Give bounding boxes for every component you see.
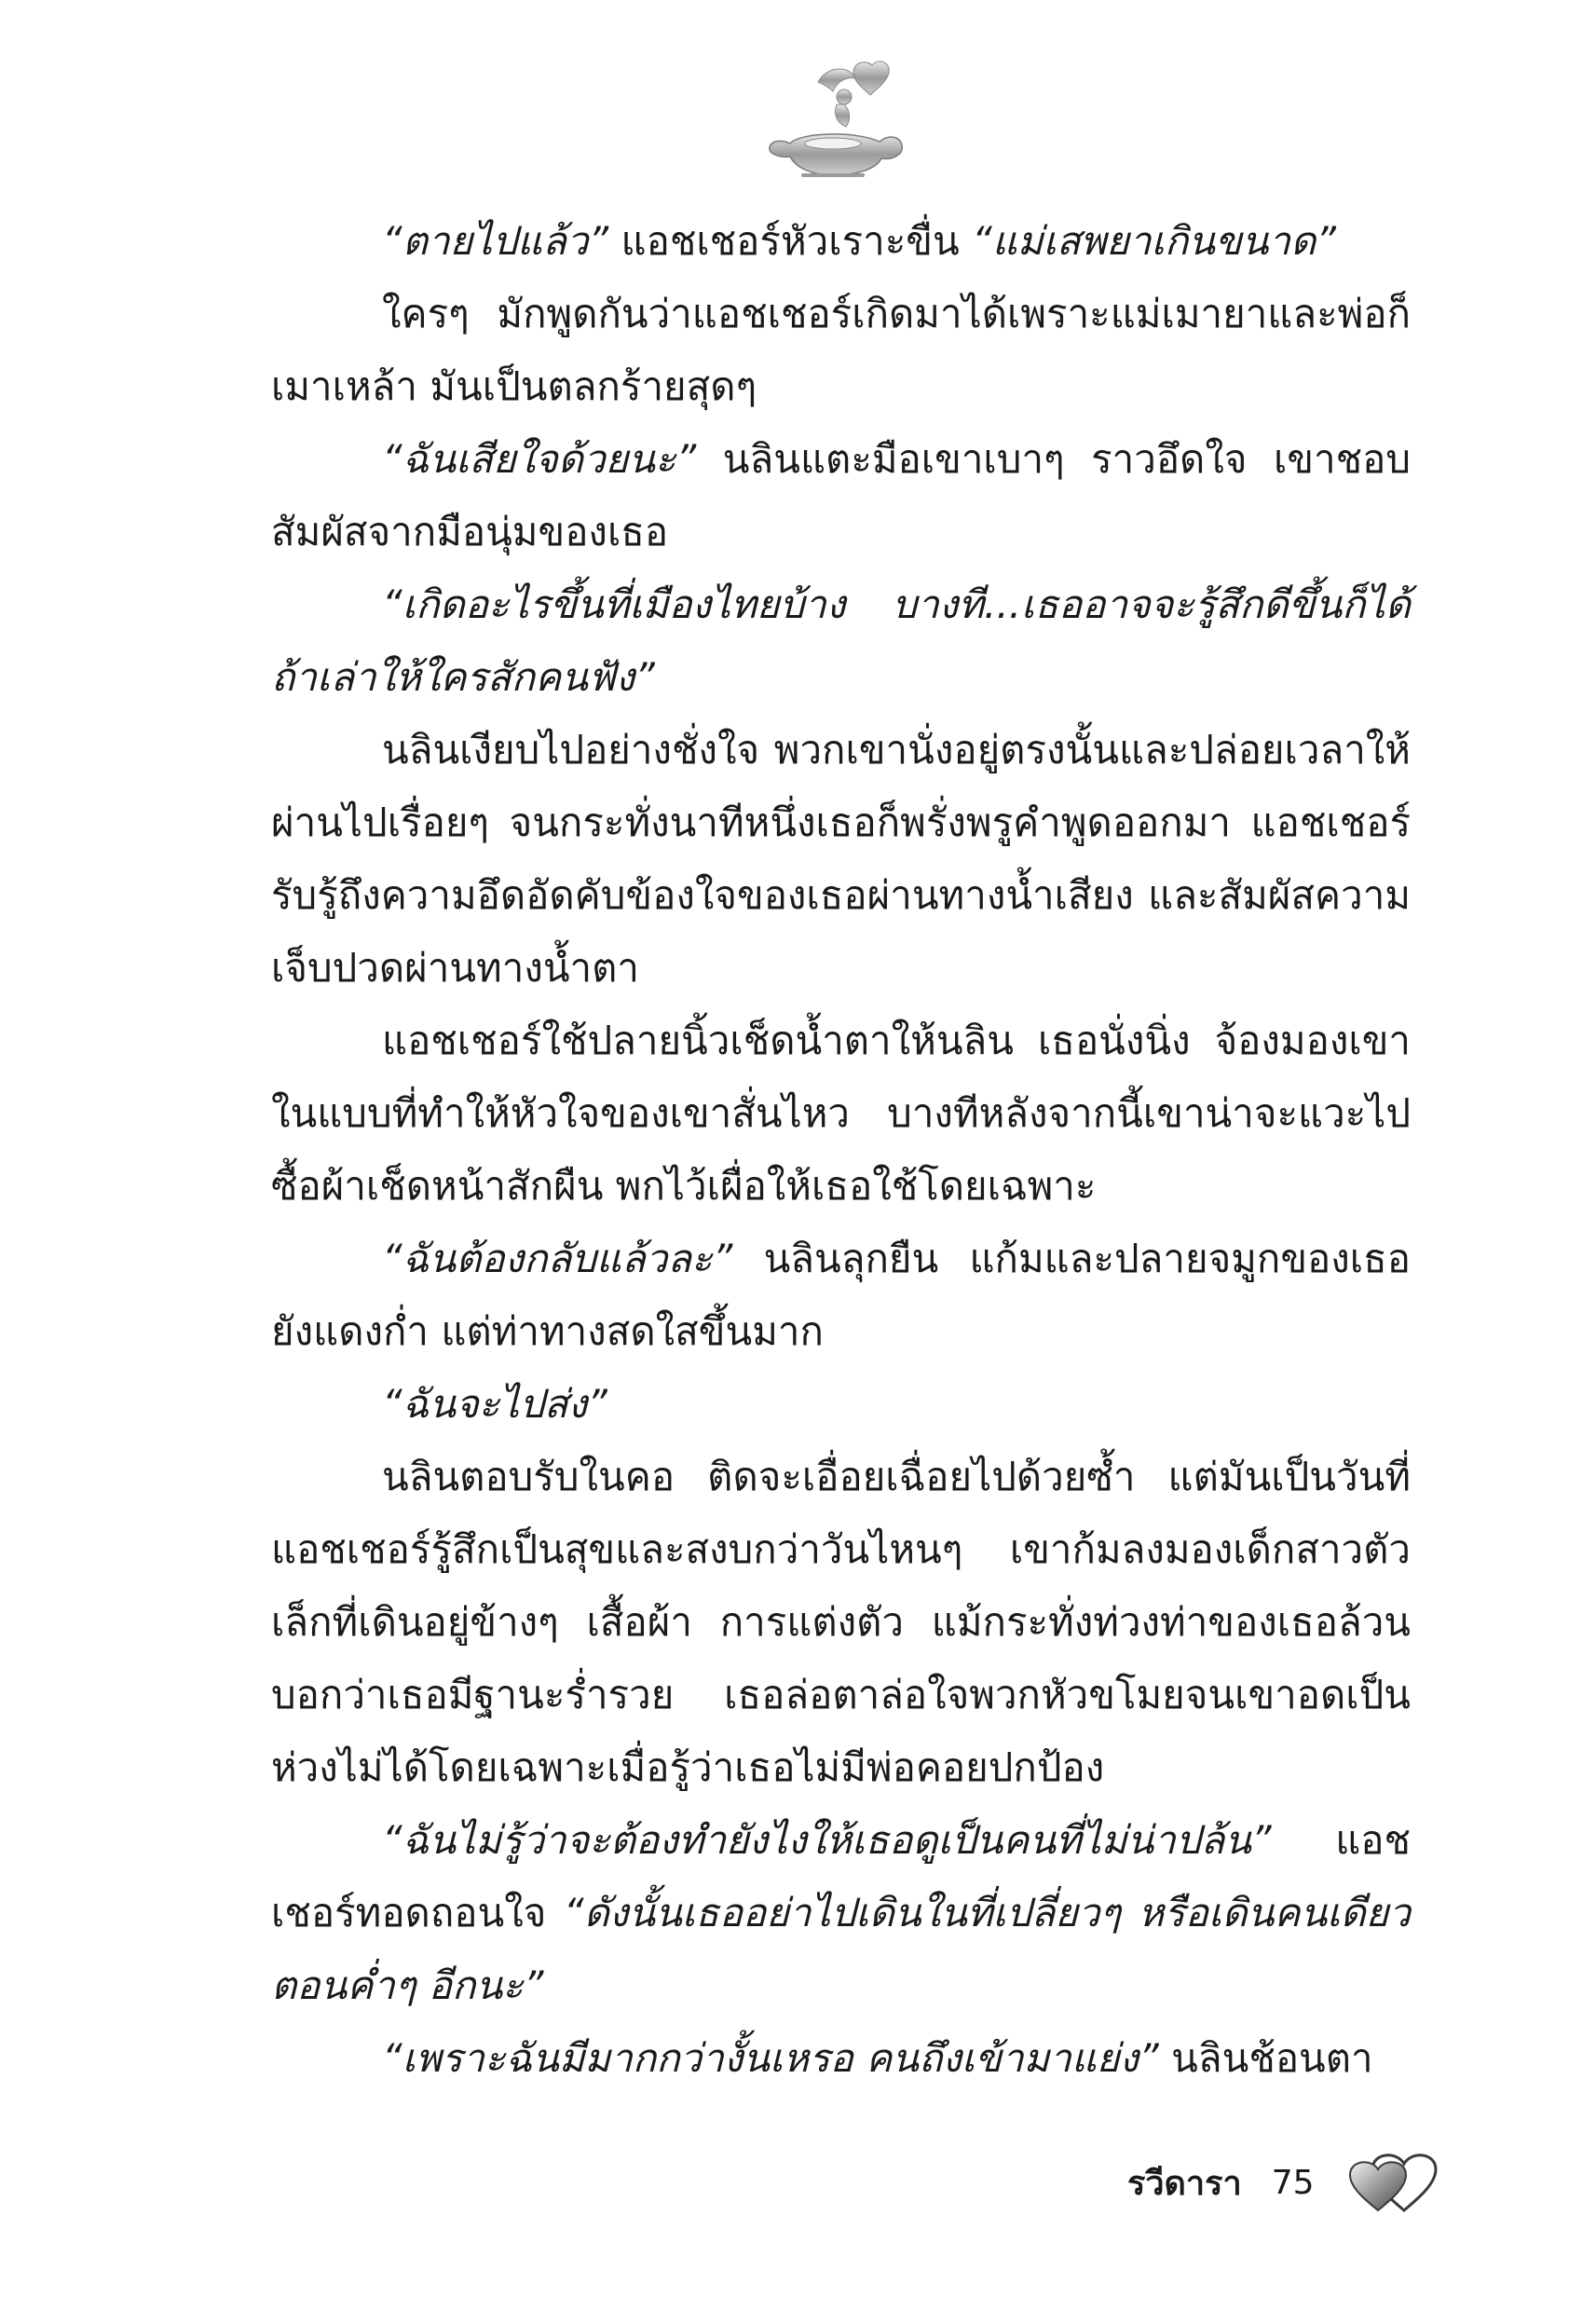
paragraph	[271, 278, 1411, 423]
paragraph	[271, 423, 1411, 568]
narration-text: แอชเชอร์ทอดถอนใจ	[271, 1817, 1411, 1935]
paragraph	[271, 1804, 1411, 2022]
paragraph	[271, 205, 1411, 278]
dialogue-text: “เพราะฉันมีมากกว่างั้นเหรอ คนถึงเข้ามาแย่ง”	[382, 2035, 1159, 2081]
body-text	[271, 205, 1411, 2095]
dialogue-text: “ดังนั้นเธออย่าไปเดินในที่เปลี่ยวๆ หรือเดินคนเดียวตอนค่ำๆ อีกนะ”	[271, 1890, 1411, 2008]
paragraph	[271, 714, 1411, 1005]
dialogue-text: “แม่เสพยาเกินขนาด”	[972, 218, 1336, 264]
paragraph	[271, 1441, 1411, 1804]
dialogue-text: “ฉันเสียใจด้วยนะ”	[382, 436, 697, 482]
narration-text: นลินเงียบไปอย่างชั่งใจ พวกเขานั่งอยู่ตรงนั้นและปล่อยเวลาให้ผ่านไปเรื่อยๆ จนกระทั่งนาทีหนึ่งเธอก็พรั่งพรูคำพูดออกมา แอชเชอร์รับรู้ถึงความอึดอัดคับข้องใจของเธอผ่านทางน้ำเสียง และสัมผัสความเจ็บปวดผ่านทางน้ำตา	[271, 727, 1411, 991]
paragraph	[271, 568, 1411, 714]
page-footer	[1127, 2145, 1454, 2220]
double-heart-icon	[1343, 2145, 1454, 2220]
narration-text: นลินช้อนตา	[1158, 2035, 1373, 2081]
paragraph	[271, 1368, 1411, 1441]
narration-text: นลินแตะมือเขาเบาๆ ราวอึดใจ เขาชอบสัมผัสจากมือนุ่มของเธอ	[271, 436, 1411, 554]
book-title: รวีดารา	[1127, 2164, 1242, 2203]
narration-text: นลินลุกยืน แก้มและปลายจมูกของเธอยังแดงก่ำ แต่ท่าทางสดใสขึ้นมาก	[271, 1236, 1411, 1354]
dialogue-text: “ฉันไม่รู้ว่าจะต้องทำยังไงให้เธอดูเป็นคนที่ไม่น่าปล้น”	[382, 1817, 1272, 1863]
paragraph	[271, 1223, 1411, 1368]
narration-text: ใครๆ มักพูดกันว่าแอชเชอร์เกิดมาได้เพราะแม่เมายาและพ่อก็เมาเหล้า มันเป็นตลกร้ายสุดๆ	[271, 291, 1411, 409]
narration-text: แอชเชอร์หัวเราะขื่น	[608, 218, 973, 264]
narration-text: แอชเชอร์ใช้ปลายนิ้วเช็ดน้ำตาให้นลิน เธอนั่งนิ่ง จ้องมองเขาในแบบที่ทำให้หัวใจของเขาสั่นไหว บางทีหลังจากนี้เขาน่าจะแวะไปซื้อผ้าเช็ดหน้าสักผืน พกไว้เผื่อให้เธอใช้โดยเฉพาะ	[271, 1018, 1411, 1209]
paragraph	[271, 2022, 1411, 2095]
dialogue-text: “ฉันจะไปส่ง”	[382, 1381, 607, 1427]
paragraph	[271, 1005, 1411, 1223]
narration-text: นลินตอบรับในคอ ติดจะเอื่อยเฉื่อยไปด้วยซ้ำ แต่มันเป็นวันที่แอชเชอร์รู้สึกเป็นสุขและสงบกว่าวันไหนๆ เขาก้มลงมองเด็กสาวตัวเล็กที่เดินอยู่ข้างๆ เสื้อผ้า การแต่งตัว แม้กระทั่งท่วงท่าของเธอล้วนบอกว่าเธอมีฐานะร่ำรวย เธอล่อตาล่อใจพวกหัวขโมยจนเขาอดเป็นห่วงไม่ได้โดยเฉพาะเมื่อรู้ว่าเธอไม่มีพ่อคอยปกป้อง	[271, 1454, 1411, 1790]
teapot-cupid-icon	[762, 54, 911, 185]
dialogue-text: “ฉันต้องกลับแล้วละ”	[382, 1236, 733, 1281]
page-number: 75	[1271, 2163, 1315, 2202]
dialogue-text: “เกิดอะไรขึ้นที่เมืองไทยบ้าง บางที...เธออาจจะรู้สึกดีขึ้นก็ได้ถ้าเล่าให้ใครสักคนฟัง”	[271, 581, 1411, 700]
dialogue-text: “ตายไปแล้ว”	[382, 218, 609, 264]
